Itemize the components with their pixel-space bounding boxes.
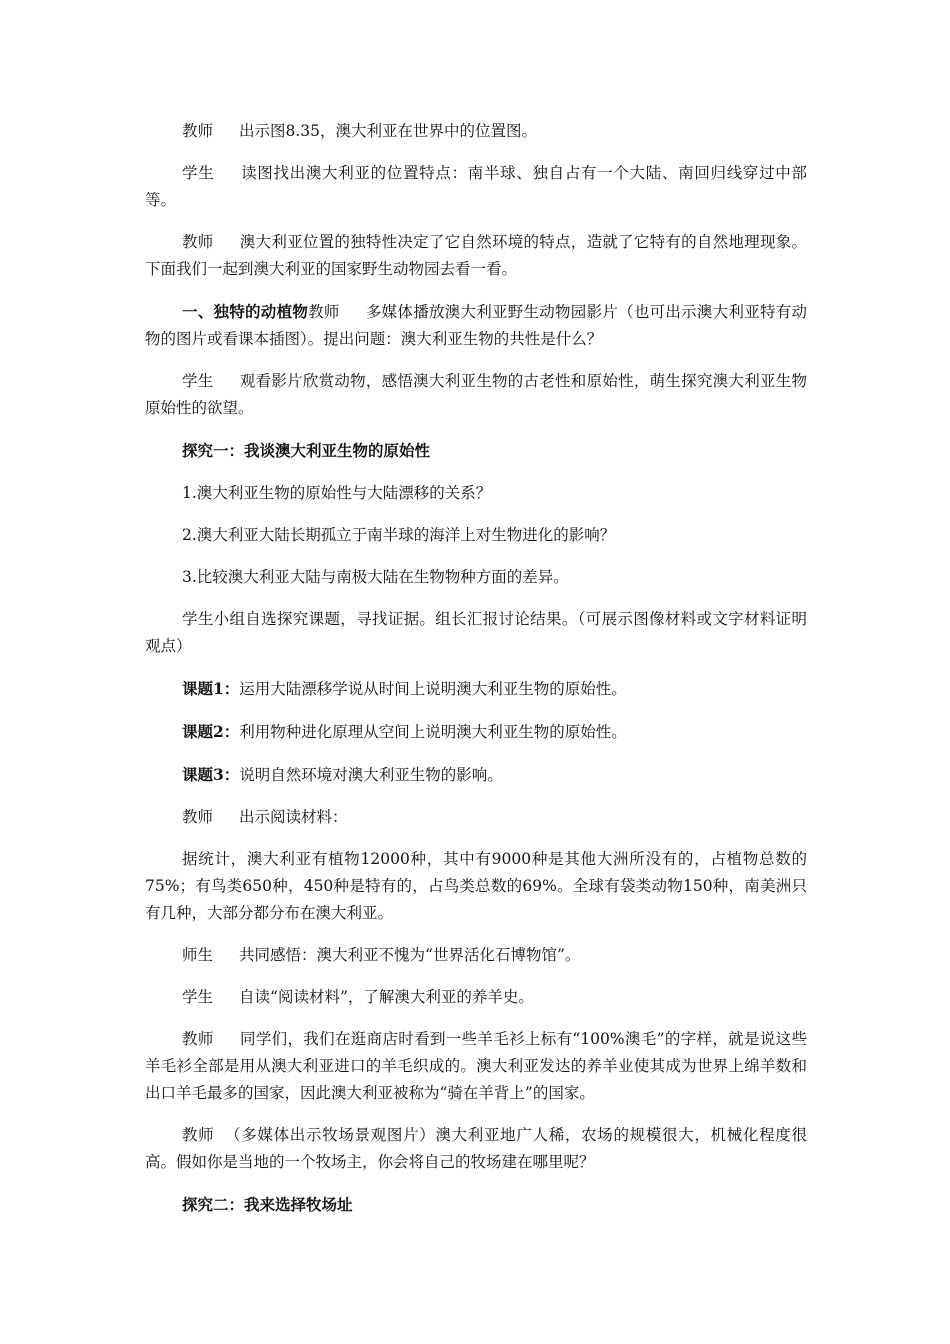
paragraph-shared-insight	[145, 942, 807, 969]
speaker-label: 学生	[182, 372, 214, 390]
paragraph-teacher-uniqueness	[145, 229, 807, 283]
paragraph-text: 学生小组自选探究课题，寻找证据。组长汇报讨论结果。（可展示图像材料或文字材料证明观点）	[145, 610, 807, 655]
topic-item-2	[145, 718, 807, 746]
paragraph-student-self-read	[145, 984, 807, 1011]
paragraph-text: （多媒体出示牧场景观图片）澳大利亚地广人稀，农场的规模很大，机械化程度很高。假如你是当地的一个牧场主，你会将自己的牧场建在哪里呢？	[145, 1126, 807, 1171]
question-item-1	[145, 480, 807, 507]
speaker-label: 学生	[182, 988, 214, 1006]
question-item-3	[145, 564, 807, 591]
paragraph-text: 同学们，我们在逛商店时看到一些羊毛衫上标有“100%澳毛”的字样，就是说这些羊毛衫全部是用从澳大利亚进口的羊毛织成的。澳大利亚发达的养羊业使其成为世界上绵羊数和出口羊毛最多的国家，因此澳大利亚被称为“骑在羊背上”的国家。	[145, 1030, 807, 1102]
paragraph-teacher-ranch	[145, 1122, 807, 1176]
paragraph-teacher-wool	[145, 1026, 807, 1107]
speaker-label: 师生	[182, 946, 214, 964]
topic-label: 课题3：	[182, 765, 240, 784]
topic-label: 课题1：	[182, 679, 240, 698]
topic-text: 利用物种进化原理从空间上说明澳大利亚生物的原始性。	[239, 723, 627, 741]
document-body	[145, 118, 807, 1234]
speaker-label: 教师	[308, 303, 340, 321]
speaker-label: 教师	[182, 122, 214, 140]
paragraph-text: 读图找出澳大利亚的位置特点：南半球、独自占有一个大陆、南回归线穿过中部等。	[145, 164, 807, 209]
question-text: 1.澳大利亚生物的原始性与大陆漂移的关系？	[182, 484, 492, 502]
speaker-label: 教师	[182, 1030, 214, 1048]
paragraph-group-inquiry	[145, 606, 807, 660]
question-text: 2.澳大利亚大陆长期孤立于南半球的海洋上对生物进化的影响？	[182, 526, 616, 544]
paragraph-text: 出示阅读材料：	[239, 808, 348, 826]
paragraph-text: 出示图8.35，澳大利亚在世界中的位置图。	[239, 122, 538, 140]
paragraph-text: 澳大利亚位置的独特性决定了它自然环境的特点，造就了它特有的自然地理现象。下面我们一起到澳大利亚的国家野生动物园去看一看。	[145, 233, 807, 278]
speaker-label: 教师	[182, 808, 214, 826]
question-text: 3.比较澳大利亚大陆与南极大陆在生物物种方面的差异。	[182, 568, 569, 586]
paragraph-text: 自读“阅读材料”，了解澳大利亚的养羊史。	[239, 988, 534, 1006]
paragraph-text: 多媒体播放澳大利亚野生动物园影片（也可出示澳大利亚特有动物的图片或看课本插图）。提出问题：澳大利亚生物的共性是什么？	[145, 303, 807, 348]
inquiry-heading: 探究二：我来选择牧场址	[182, 1195, 353, 1214]
paragraph-student-location	[145, 160, 807, 214]
paragraph-inquiry-one	[145, 437, 807, 465]
speaker-label: 学生	[182, 164, 215, 182]
topic-text: 运用大陆漂移学说从时间上说明澳大利亚生物的原始性。	[239, 680, 627, 698]
paragraph-student-watch	[145, 368, 807, 422]
topic-text: 说明自然环境对澳大利亚生物的影响。	[239, 766, 503, 784]
topic-item-3	[145, 761, 807, 789]
paragraph-text: 据统计，澳大利亚有植物12000种，其中有9000种是其他大洲所没有的，占植物总数的75%；有鸟类650种，450种是特有的，占鸟类总数的69%。全球有袋类动物150种，南美洲只有几种，大部分都分布在澳大利亚。	[145, 850, 807, 922]
paragraph-text: 共同感悟：澳大利亚不愧为“世界活化石博物馆”。	[239, 946, 581, 964]
section-heading: 一、独特的动植物	[182, 302, 309, 321]
topic-item-1	[145, 675, 807, 703]
topic-label: 课题2：	[182, 722, 240, 741]
inquiry-heading: 探究一：我谈澳大利亚生物的原始性	[182, 441, 431, 460]
speaker-label: 教师	[182, 233, 214, 251]
speaker-label: 教师	[182, 1126, 215, 1144]
question-item-2	[145, 522, 807, 549]
paragraph-text: 观看影片欣赏动物，感悟澳大利亚生物的古老性和原始性，萌生探究澳大利亚生物原始性的欲望。	[145, 372, 807, 417]
paragraph-section-one	[145, 298, 807, 353]
paragraph-statistics	[145, 846, 807, 927]
paragraph-teacher-reading	[145, 804, 807, 831]
paragraph-teacher-map	[145, 118, 807, 145]
paragraph-inquiry-two	[145, 1191, 807, 1219]
